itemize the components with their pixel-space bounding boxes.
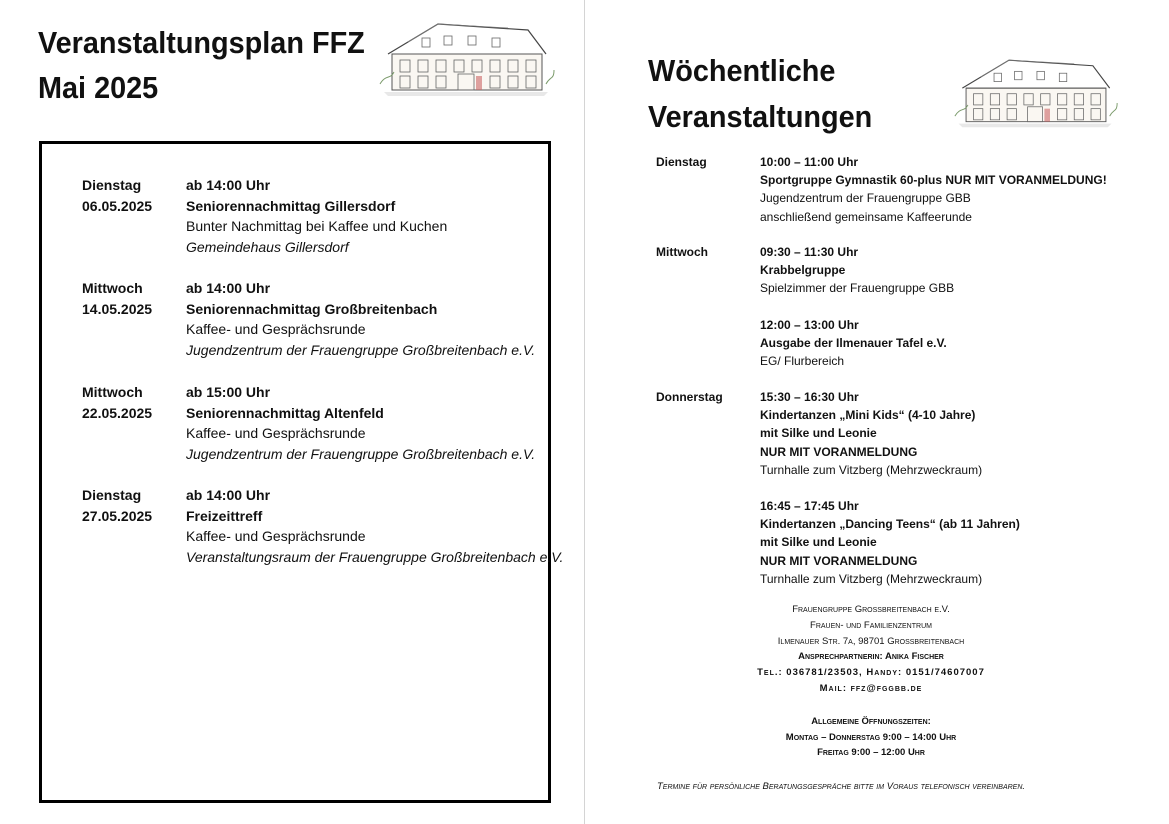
event-date: 27.05.2025 [82,507,153,524]
weekly-event-title: Ausgabe der Ilmenauer Tafel e.V. [760,336,947,351]
event-title: Seniorennachmittag Altenfeld [186,404,384,421]
contact-organization: Frauengruppe Großbreitenbach e.V. [792,604,950,615]
event-description: Kaffee- und Gesprächsrunde [186,425,366,442]
weekly-event-registration-note: NUR MIT VORANMELDUNG [760,553,918,568]
weekly-event-trainers: mit Silke und Leonie [760,426,877,441]
opening-hours-weekdays: Montag – Donnerstag 9:00 – 14:00 Uhr [785,731,957,743]
weekly-event-time: 16:45 – 17:45 Uhr [760,499,859,513]
opening-hours-friday: Freitag 9:00 – 12:00 Uhr [817,747,925,759]
weekly-event-title: Sportgruppe Gymnastik 60-plus NUR MIT VORANMELDUNG! [760,173,1107,188]
contact-center: Frauen- und Familienzentrum [810,619,932,631]
event-description: Kaffee- und Gesprächsrunde [186,528,366,545]
weekly-event-time: 12:00 – 13:00 Uhr [760,318,859,332]
event-day: Mittwoch [82,280,143,296]
building-sketch-image [378,14,556,98]
monthly-plan-title: Veranstaltungsplan FFZ Mai 2025 [38,25,365,105]
weekly-event-location: Spielzimmer der Frauengruppe GBB [760,281,955,296]
event-title: Seniorennachmittag Gillersdorf [186,197,396,214]
event-time: ab 15:00 Uhr [186,384,271,400]
weekly-events-title: Wöchentliche Veranstaltungen [648,53,873,134]
weekly-event-location: Jugendzentrum der Frauengruppe GBB [760,191,971,206]
event-date: 06.05.2025 [82,197,153,214]
event-date: 14.05.2025 [82,300,153,317]
event-location: Gemeindehaus Gillersdorf [186,238,349,255]
event-title: Seniorennachmittag Großbreitenbach [186,300,438,317]
opening-hours-heading: Allgemeine Öffnungszeiten: [811,716,931,727]
event-time: ab 14:00 Uhr [186,177,271,193]
event-title: Freizeittreff [186,507,263,524]
weekly-event-day: Mittwoch [656,245,708,259]
weekly-event-location: EG/ Flurbereich [760,354,845,369]
event-description: Bunter Nachmittag bei Kaffee und Kuchen [186,218,448,235]
weekly-event-location: Turnhalle zum Vitzberg (Mehrzweckraum) [760,571,983,586]
building-sketch-image [953,50,1119,130]
weekly-event-location: Turnhalle zum Vitzberg (Mehrzweckraum) [760,462,983,477]
event-day: Dienstag [82,487,142,503]
events-frame [39,141,564,803]
weekly-event-time: 09:30 – 11:30 Uhr [760,245,859,259]
contact-phone: Tel.: 036781/23503, Handy: 0151/74607007 [757,667,985,679]
event-location: Jugendzentrum der Frauengruppe Großbreitenbach e.V. [186,341,536,358]
weekly-event-title: Kindertanzen „Dancing Teens“ (ab 11 Jahren) [760,517,1020,532]
event-day: Dienstag [82,177,142,193]
event-time: ab 14:00 Uhr [186,487,271,503]
contact-email: Mail: ffz@fggbb.de [819,682,923,694]
weekly-event-day: Donnerstag [656,390,723,404]
weekly-event-time: 10:00 – 11:00 Uhr [760,155,859,169]
weekly-event-registration-note: NUR MIT VORANMELDUNG [760,444,918,459]
event-day: Mittwoch [82,384,143,400]
consultation-note: Termine für persönliche Beratungsgespräche bitte im Voraus telefonisch vereinbaren. [657,781,1026,792]
weekly-event-extra: anschließend gemeinsame Kaffeerunde [760,209,972,224]
weekly-event-trainers: mit Silke und Leonie [760,535,877,550]
weekly-event-title: Kindertanzen „Mini Kids“ (4-10 Jahre) [760,408,976,423]
event-time: ab 14:00 Uhr [186,280,271,296]
contact-block [685,602,1057,697]
contact-person: Ansprechpartnerin: Anika Fischer [798,651,944,663]
event-location: Jugendzentrum der Frauengruppe Großbreitenbach e.V. [186,445,536,462]
event-location: Veranstaltungsraum der Frauengruppe Großbreitenbach e.V. [186,548,564,565]
weekly-event-day: Dienstag [656,155,707,169]
weekly-events-page [585,0,1169,824]
weekly-event-time: 15:30 – 16:30 Uhr [760,390,859,404]
contact-address: Ilmenauer Str. 7a, 98701 Großbreitenbach [777,635,965,647]
event-date: 22.05.2025 [82,404,153,421]
weekly-event-title: Krabbelgruppe [760,263,846,278]
event-description: Kaffee- und Gesprächsrunde [186,321,366,338]
opening-hours-block [685,714,1057,761]
